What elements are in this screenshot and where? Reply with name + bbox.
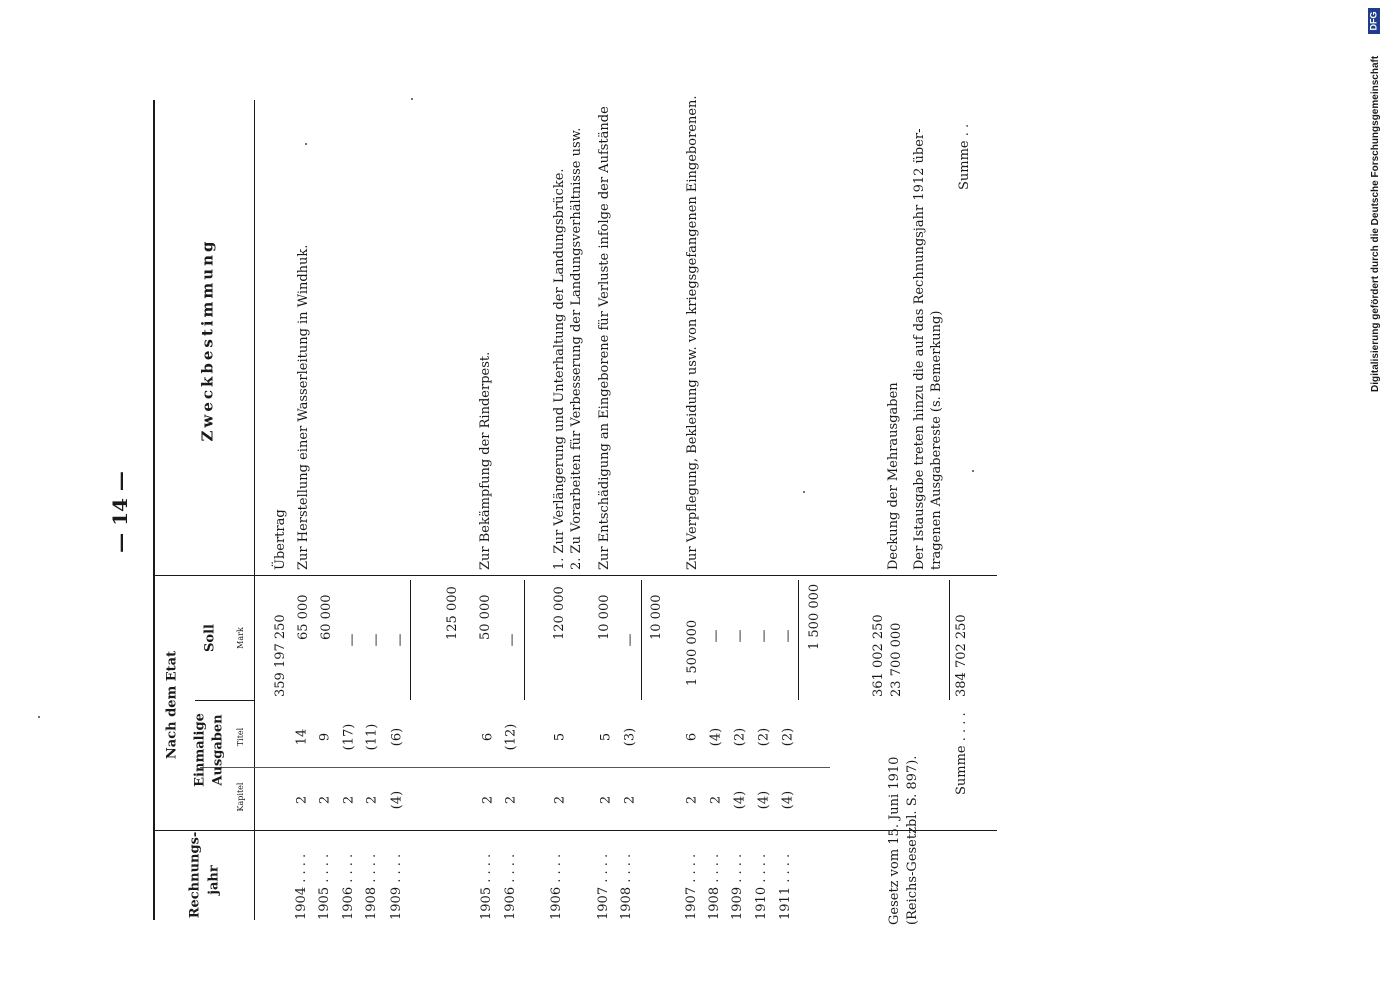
row-soll: 50 000 (478, 594, 493, 640)
row-kapitel: 2 (622, 795, 638, 805)
row-year: 1906 . . . . (503, 853, 518, 920)
row-year: 1909 . . . . (730, 853, 745, 920)
scan-speck (972, 470, 974, 472)
row-year: 1906 . . . . (341, 853, 356, 920)
dfg-credit: Digitalisierung gefördert durch die Deutsche Forschungsgemeinschaft (1370, 55, 1381, 392)
scan-speck (38, 716, 40, 718)
sep-3 (641, 580, 642, 700)
row-kapitel: 2 (552, 795, 568, 805)
sep-4 (798, 580, 799, 700)
row-kapitel: 2 (480, 795, 496, 805)
row-zweck: Zur Verpflegung, Bekleidung usw. von kriegsgefangenen Eingeborenen. (685, 95, 700, 570)
row-kapitel: 2 (708, 795, 724, 805)
row-year: 1904 . . . . (294, 853, 309, 920)
scan-speck (803, 491, 805, 493)
header-titel: Titel (236, 727, 245, 747)
row-soll: 359 197 250 (273, 614, 288, 697)
row-zweck: 1. Zur Verlängerung und Unterhaltung der Landungsbrücke. (552, 168, 567, 570)
row-titel: (3) (622, 727, 638, 747)
row-soll: 120 000 (552, 586, 567, 640)
row-soll: 60 000 (319, 594, 334, 640)
row-soll: — (622, 633, 638, 647)
row-zweck: Zur Bekämpfung der Rinderpest. (478, 351, 493, 570)
row-kapitel: 2 (294, 795, 310, 805)
gesetz-line-1: Gesetz vom 15. Juni 1910 (887, 756, 902, 925)
header-soll: Soll (202, 624, 218, 652)
amount-1: 361 002 250 (871, 614, 886, 697)
header-year-2: jahr (206, 865, 222, 895)
subtotal-soll: 1 500 000 (807, 583, 822, 650)
row-titel: 6 (684, 732, 700, 742)
istausgabe-line-2: tragenen Ausgabereste (s. Bemerkung) (929, 310, 944, 570)
row-soll: 1 500 000 (685, 619, 700, 686)
row-year: 1910 . . . . (754, 853, 769, 920)
deckung-text: Deckung der Mehrausgaben (886, 382, 901, 570)
dfg-logo (1368, 8, 1380, 34)
row-year: 1905 . . . . (479, 853, 494, 920)
row-zweck: Übertrag (273, 509, 288, 570)
row-kapitel: 2 (317, 795, 333, 805)
row-soll: — (368, 633, 384, 647)
scan-speck (411, 98, 413, 100)
row-soll: — (708, 629, 724, 643)
gesetz-line-2: (Reichs-Gesetzbl. S. 897). (905, 755, 920, 925)
row-year: 1906 . . . . (549, 853, 564, 920)
subtotal-soll: 10 000 (649, 594, 664, 640)
row-kapitel: 2 (503, 795, 519, 805)
header-einmalige-1: Einmalige (192, 713, 208, 787)
row-soll: — (344, 633, 360, 647)
row-kapitel: 2 (684, 795, 700, 805)
summe-right: Summe . . (957, 123, 972, 190)
sep-5 (949, 580, 950, 700)
header-zweck: Zweckbestimmung (198, 238, 217, 442)
row-year: 1905 . . . . (317, 853, 332, 920)
row-soll: — (756, 629, 772, 643)
row-soll: 65 000 (296, 594, 311, 640)
col-rule-zweck (155, 575, 997, 576)
scan-speck (305, 143, 307, 145)
header-einmalige-2: Ausgaben (210, 714, 226, 786)
sep-2 (524, 580, 525, 700)
subtotal-soll: 125 000 (445, 586, 460, 640)
table-top-rule (153, 100, 155, 920)
header-year-1: Rechnungs- (187, 831, 203, 919)
row-year: 1908 . . . . (619, 853, 634, 920)
header-mark: Mark (236, 627, 245, 649)
row-titel: 9 (317, 732, 333, 742)
row-kapitel: 2 (341, 795, 357, 805)
sep-1 (410, 580, 411, 700)
row-kapitel: (4) (780, 790, 796, 810)
istausgabe-line-1: Der Istausgabe treten hinzu die auf das Rechnungsjahr 1912 über- (912, 128, 927, 570)
amount-2: 23 700 000 (889, 622, 904, 697)
row-titel: 5 (598, 732, 614, 742)
row-year: 1908 . . . . (707, 853, 722, 920)
header-etat: Nach dem Etat (164, 650, 180, 760)
row-year: 1909 . . . . (389, 853, 404, 920)
row-soll: — (504, 633, 520, 647)
total-amount: 384 702 250 (954, 614, 969, 697)
header-bottom-rule (254, 100, 255, 920)
row-soll: — (780, 629, 796, 643)
dfg-logo-text: DFG (1368, 11, 1379, 31)
header-kapitel: Kapitel (236, 782, 245, 812)
row-year: 1907 . . . . (684, 853, 699, 920)
row-soll: 10 000 (597, 594, 612, 640)
row-titel: 5 (552, 732, 568, 742)
row-kapitel: (4) (732, 790, 748, 810)
row-year: 1907 . . . . (596, 853, 611, 920)
row-kapitel: (4) (756, 790, 772, 810)
row-soll: — (732, 629, 748, 643)
row-titel: (2) (780, 727, 796, 747)
row-zweck: 2. Zu Vorarbeiten für Verbesserung der Landungsverhältnisse usw. (569, 127, 584, 570)
row-kapitel: 2 (598, 795, 614, 805)
row-soll: — (392, 633, 408, 647)
row-titel: (11) (364, 723, 380, 751)
row-titel: (4) (708, 727, 724, 747)
row-titel: 14 (294, 728, 310, 746)
row-kapitel: 2 (364, 795, 380, 805)
row-zweck: Zur Entschädigung an Eingeborene für Verluste infolge der Aufstände (597, 106, 612, 570)
col-rule-kap-titel (200, 767, 830, 768)
row-titel: (6) (389, 727, 405, 747)
row-titel: (17) (341, 723, 357, 751)
page-number: — 14 — (108, 471, 132, 553)
row-titel: (12) (503, 723, 519, 751)
row-titel: (2) (732, 727, 748, 747)
row-kapitel: (4) (389, 790, 405, 810)
col-rule-year (155, 830, 997, 831)
row-zweck: Zur Herstellung einer Wasserleitung in Windhuk. (296, 244, 311, 570)
row-titel: 6 (480, 732, 496, 742)
row-titel: (2) (756, 727, 772, 747)
row-year: 1908 . . . . (364, 853, 379, 920)
summe-left: Summe . . . . (954, 712, 969, 795)
col-rule-etat-soll (195, 700, 255, 701)
row-year: 1911 . . . . (778, 853, 793, 920)
